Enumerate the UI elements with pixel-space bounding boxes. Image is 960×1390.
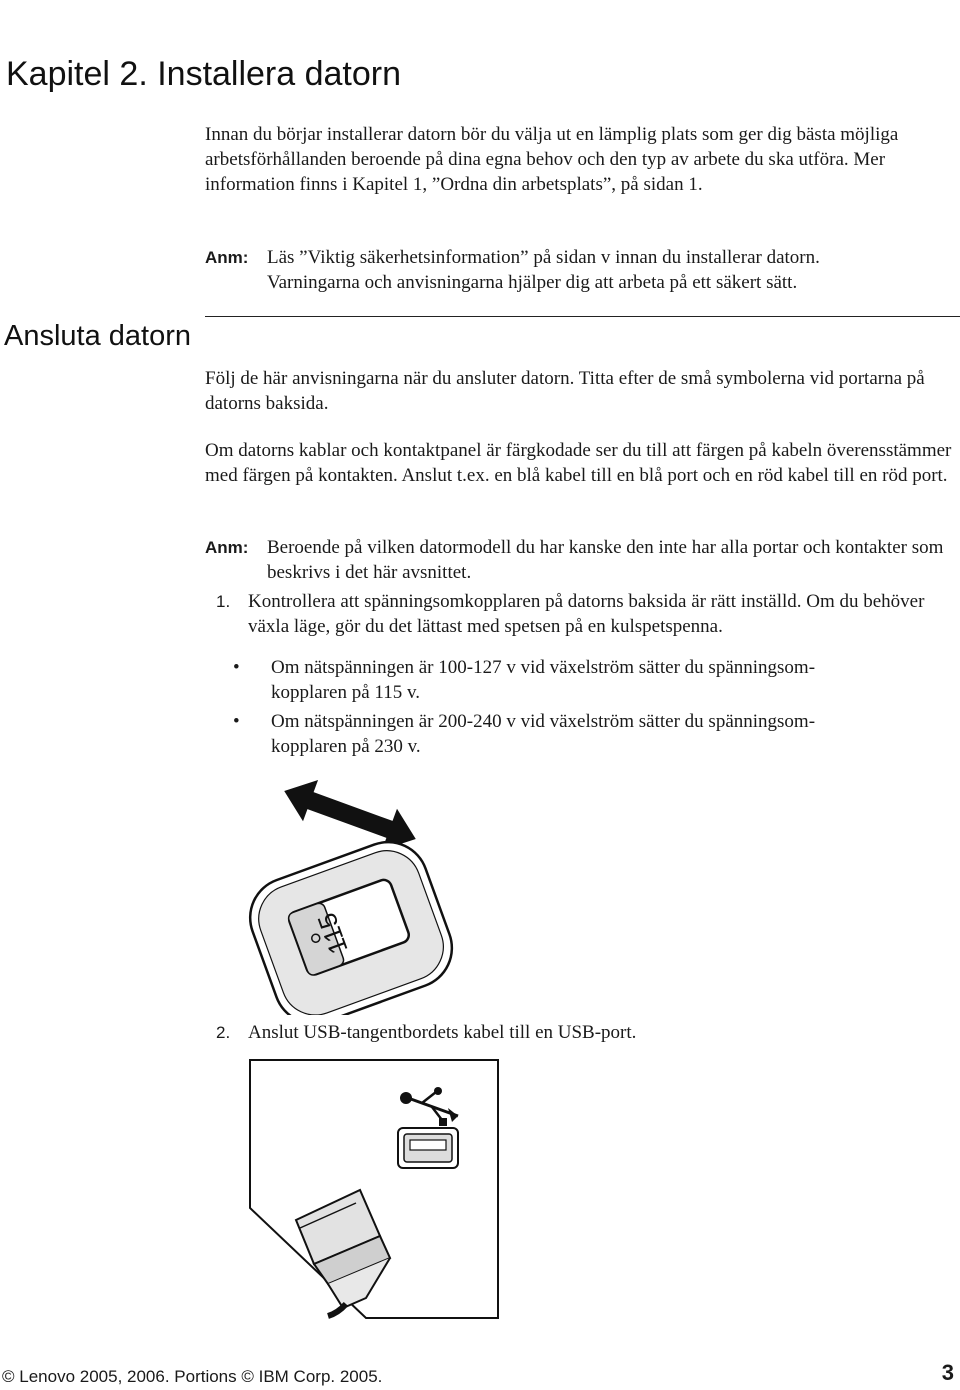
bullet-icon: •	[233, 711, 240, 732]
note-line-1: Läs ”Viktig säkerhetsinformation” på sidan v innan du installerar datorn.	[267, 247, 820, 268]
note-text	[267, 245, 955, 295]
bullet-line-1: Om nätspänningen är 200-240 v vid växelström sätter du spänningsom-	[271, 711, 816, 732]
bullet-icon: •	[233, 657, 240, 678]
page-number: 3	[941, 1360, 954, 1385]
section-divider	[205, 316, 960, 317]
bullet-item	[205, 655, 955, 705]
step-1	[205, 589, 955, 759]
usb-port-illustration	[248, 1058, 500, 1320]
step-2	[205, 1020, 955, 1045]
section-note	[205, 535, 955, 585]
bullet-item	[205, 709, 955, 759]
section-paragraph-1: Följ de här anvisningarna när du ansluter datorn. Titta efter de små symbolerna vid portarna på datorns baksida.	[205, 368, 925, 414]
footer-copyright: © Lenovo 2005, 2006. Portions © IBM Corp. 2005.	[2, 1367, 383, 1386]
voltage-switch-illustration	[240, 765, 460, 1015]
usb-port[interactable]	[398, 1128, 458, 1168]
switch-panel	[240, 831, 460, 1015]
bullet-line-2: kopplaren på 230 v.	[271, 736, 421, 757]
bullet-line-2: kopplaren på 115 v.	[271, 682, 420, 703]
step-number: 2.	[216, 1023, 231, 1042]
note-line-2: Varningarna och anvisningarna hjälper dig att arbeta på ett säkert sätt.	[267, 272, 798, 293]
section-paragraph-2: Om datorns kablar och kontaktpanel är färgkodade ser du till att färgen på kabeln överensstämmer med färgen på kontakten. Anslut t.ex. en blå kabel till en blå port och en röd kabel till en röd port.	[205, 440, 952, 486]
section-title: Ansluta datorn	[4, 320, 192, 352]
step-text: Kontrollera att spänningsomkopplaren på datorns baksida är rätt inställd. Om du behöver växla läge, gör du det lättast med spetsen på en kulspetspenna.	[248, 591, 925, 637]
bullet-line-1: Om nätspänningen är 100-127 v vid växelström sätter du spänningsom-	[271, 657, 816, 678]
note-label: Anm:	[205, 538, 249, 557]
chapter-title: Kapitel 2. Installera datorn	[6, 55, 402, 93]
switch-label: 115	[311, 908, 354, 959]
step-number: 1.	[216, 592, 231, 611]
step-text: Anslut USB-tangentbordets kabel till en USB-port.	[248, 1022, 637, 1043]
note-label: Anm:	[205, 248, 249, 267]
intro-note	[205, 245, 955, 295]
intro-paragraph: Innan du börjar installerar datorn bör du välja ut en lämplig plats som ger dig bästa möjliga arbetsförhållanden beroende på dina egna behov och den typ av arbete du ska utföra. Mer information finns i Kapitel 1, ”Ordna din arbetsplats”, på sidan 1.	[205, 124, 899, 195]
note-text: Beroende på vilken datormodell du har kanske den inte har alla portar och kontakter som beskrivs i det här avsnittet.	[267, 537, 944, 583]
